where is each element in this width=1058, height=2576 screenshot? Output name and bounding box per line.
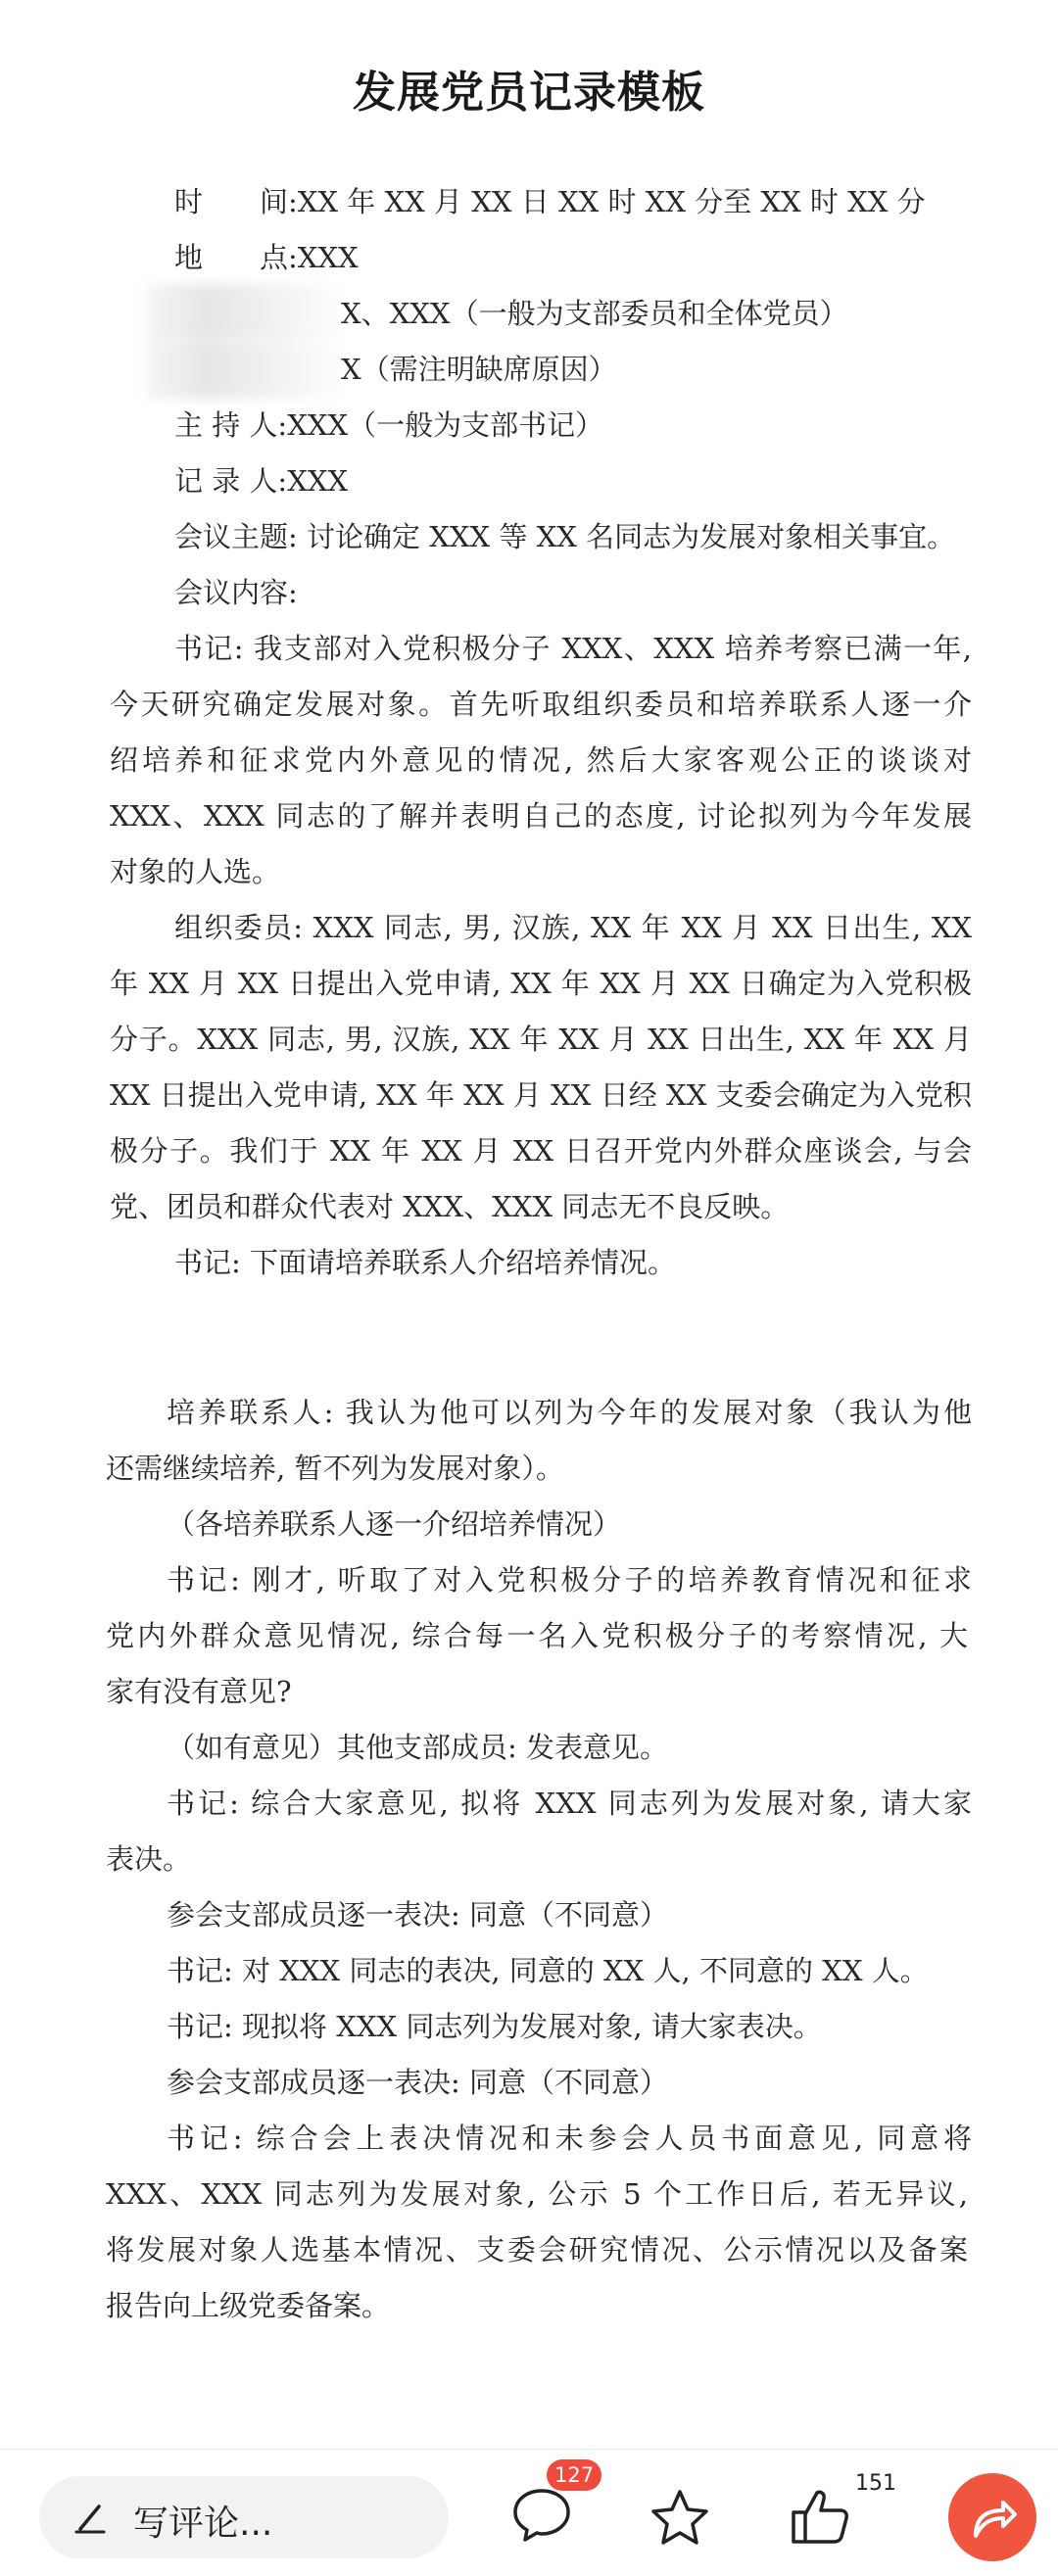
like-count: 151 [855,2471,896,2496]
paragraph-line: 党内外群众意见情况, 综合每一名入党积极分子的考察情况, 大 [106,1619,968,1652]
meta-absent: X（需注明缺席原因） [341,353,617,386]
comment-icon[interactable] [509,2485,574,2546]
bottom-action-bar [0,2449,1058,2576]
blurred-region [147,340,348,399]
paragraph-line: 书记: 下面请培养联系人介绍培养情况。 [174,1246,676,1279]
paragraph-line: 极分子。我们于 XX 年 XX 月 XX 日召开党内外群众座谈会, 与会 [110,1134,972,1168]
paragraph-line: （各培养联系人逐一介绍培养情况） [167,1507,622,1541]
paragraph-line: 书记: 对 XXX 同志的表决, 同意的 XX 人, 不同意的 XX 人。 [167,1954,929,1987]
paragraph-line: 书记: 我支部对入党积极分子 XXX、XXX 培养考察已满一年, [174,632,972,665]
paragraph-line: 书记: 现拟将 XXX 同志列为发展对象, 请大家表决。 [167,2010,822,2043]
paragraph-line: 组织委员: XXX 同志, 男, 汉族, XX 年 XX 月 XX 日出生, XX [174,911,972,944]
paragraph-line: 年 XX 月 XX 日提出入党申请, XX 年 XX 月 XX 日确定为入党积极 [110,967,972,1000]
paragraph-line: 参会支部成员逐一表决: 同意（不同意） [167,2066,668,2099]
paragraph-line: XX 日提出入党申请, XX 年 XX 月 XX 日经 XX 支委会确定为入党积 [110,1078,972,1112]
paragraph-line: XXX、XXX 同志的了解并表明自己的态度, 讨论拟列为今年发展 [110,799,972,833]
document-title: 发展党员记录模板 [353,68,705,118]
meta-topic: 会议主题: 讨论确定 XXX 等 XX 名同志为发展对象相关事宜。 [174,520,956,553]
paragraph-line: XXX、XXX 同志列为发展对象, 公示 5 个工作日后, 若无异议, [106,2177,968,2211]
paragraph-line: 家有没有意见? [106,1675,292,1708]
meta-attendees: X、XXX（一般为支部委员和全体党员） [341,297,848,330]
meta-content-label: 会议内容: [174,576,298,609]
paragraph-line: 还需继续培养, 暂不列为发展对象）。 [106,1452,564,1485]
comment-count-badge: 127 [547,2459,601,2491]
pen-icon [72,2500,108,2535]
meta-recorder: 记 录 人:XXX [174,464,349,498]
star-icon[interactable] [649,2487,711,2548]
meta-time: 时 间:XX 年 XX 月 XX 日 XX 时 XX 分至 XX 时 XX 分 [174,185,926,218]
paragraph-line: 对象的人选。 [110,855,281,888]
paragraph-line: 绍培养和征求党内外意见的情况, 然后大家客观公正的谈谈对 [110,743,972,777]
meta-host: 主 持 人:XXX（一般为支部书记） [174,408,604,442]
paragraph-line: 书记: 综合会上表决情况和未参会人员书面意见, 同意将 [167,2122,972,2155]
paragraph-line: 党、团员和群众代表对 XXX、XXX 同志无不良反映。 [110,1190,790,1223]
paragraph-line: 书记: 刚才, 听取了对入党积极分子的培养教育情况和征求 [167,1563,972,1597]
paragraph-line: 书记: 综合大家意见, 拟将 XXX 同志列为发展对象, 请大家 [167,1787,972,1820]
paragraph-line: 分子。XXX 同志, 男, 汉族, XX 年 XX 月 XX 日出生, XX 年 XX 月 [110,1023,972,1056]
paragraph-line: 表决。 [106,1842,192,1876]
paragraph-line: 参会支部成员逐一表决: 同意（不同意） [167,1898,668,1932]
share-icon [948,2473,1036,2561]
paragraph-line: （如有意见）其他支部成员: 发表意见。 [167,1731,668,1764]
paragraph-line: 培养联系人: 我认为他可以列为今年的发展对象（我认为他 [167,1396,972,1429]
paragraph-line: 将发展对象人选基本情况、支委会研究情况、公示情况以及备案 [106,2233,968,2266]
blurred-region [147,284,348,343]
paragraph-line: 今天研究确定发展对象。首先听取组织委员和培养联系人逐一介 [110,688,972,721]
comment-placeholder: 写评论... [133,2504,273,2544]
paragraph-line: 报告向上级党委备案。 [106,2289,391,2322]
meta-place: 地 点:XXX [174,241,359,274]
comment-input[interactable] [39,2476,449,2558]
share-button[interactable] [948,2473,1036,2561]
thumbs-up-icon[interactable] [788,2485,852,2548]
